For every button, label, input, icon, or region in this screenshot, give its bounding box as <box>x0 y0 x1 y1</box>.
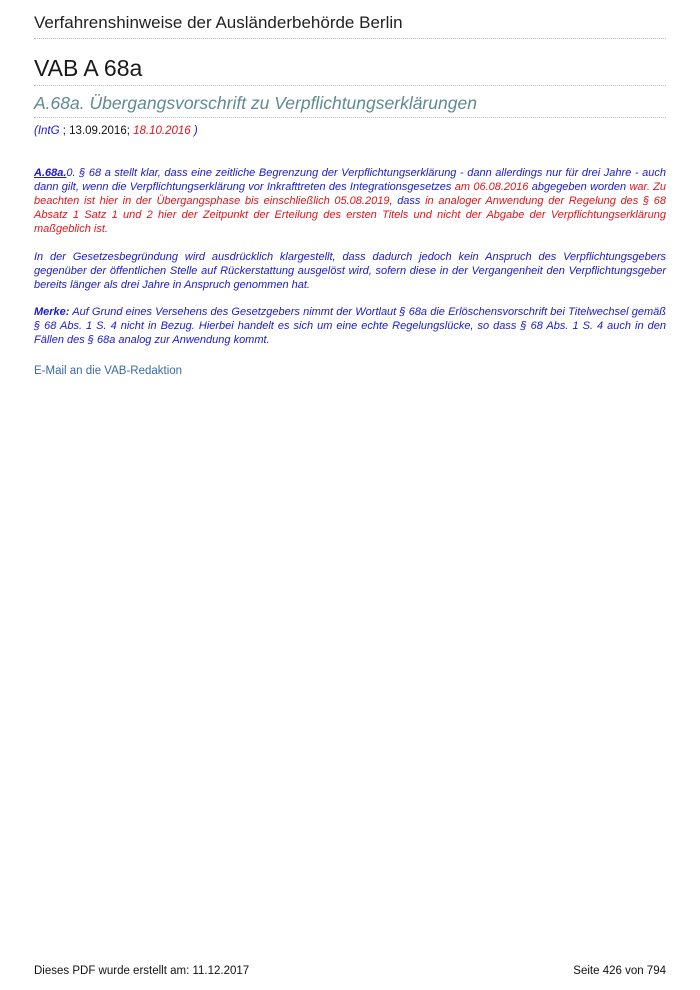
meta-date: ; 13.09.2016; <box>59 125 134 137</box>
footer-page-number: Seite 426 von 794 <box>573 965 666 977</box>
section-title: A.68a. Übergangsvorschrift zu Verpflichtungserklärungen <box>34 91 666 118</box>
meta-line <box>34 123 666 139</box>
text-segment-red: am 06.08.2016 <box>454 181 529 193</box>
meta-date-red: 18.10.2016 <box>133 125 191 137</box>
paragraph-2: In der Gesetzesbegründung wird ausdrücklich klargestellt, dass dadurch jedoch kein Anspruch des Verpflichtungsgebers gegenüber der öffentlichen Stelle auf Rückerstattung ausgelöst wird, sofern diese in der Vergangenheit den Verpflichtungsgeber bereits länger als drei Jahre in Anspruch genommen hat. <box>34 251 666 291</box>
text-segment-red: . Zu beachten ist hier in der Übergangsphase <box>34 181 667 207</box>
paragraph-3 <box>34 305 666 347</box>
text-segment-red: bis einschließlich 05.08.2019 <box>244 195 390 207</box>
text-segment: . § 68 a stellt klar, dass eine zeitliche Begrenzung der Verpflichtungserklärung - dann allerdings nur für drei Jahre - auch dann gilt, wenn die Verpflichtungserklärung vor Inkrafttreten des Integrationsgesetzes <box>34 167 666 193</box>
paragraph-anchor-link[interactable]: A.68a. <box>34 167 67 179</box>
paragraph-number: 0 <box>66 167 73 179</box>
law-link[interactable]: IntG <box>37 125 60 137</box>
email-link[interactable]: E-Mail an die VAB-Redaktion <box>34 365 183 377</box>
footer-created-date: Dieses PDF wurde erstellt am: 11.12.2017 <box>34 965 250 977</box>
main-content <box>34 166 666 361</box>
text-segment: , dass <box>389 195 426 207</box>
text-segment-red: in analoger Anwendung der Regelung des § 68 Absatz 1 Satz 1 und 2 hier der Zeitpunkt der Erteilung des ersten Titels und nicht der Abgabe der Verpflichtungserklärung maßgeblich ist. <box>34 195 667 235</box>
paragraph-1 <box>34 166 666 236</box>
page-title: VAB A 68a <box>34 54 666 86</box>
text-segment: abgegeben worden <box>528 181 630 193</box>
merke-label: Merke: <box>34 306 70 318</box>
document-header: Verfahrenshinweise der Ausländerbehörde Berlin <box>34 10 666 39</box>
meta-open-paren: ( <box>34 125 38 137</box>
meta-close-paren: ) <box>190 125 198 137</box>
merke-text: Auf Grund eines Versehens des Gesetzgebers nimmt der Wortlaut § 68a die Erlöschensvorschrift bei Titelwechsel gemäß § 68 Abs. 1 S. 4 nicht in Bezug. Hierbei handelt es sich um eine echte Regelungslücke, so dass § 68 Abs. 1 S. 4 auch in den Fällen des § 68a analog zur Anwendung kommt. <box>34 306 666 346</box>
text-segment-red: war <box>629 181 647 193</box>
